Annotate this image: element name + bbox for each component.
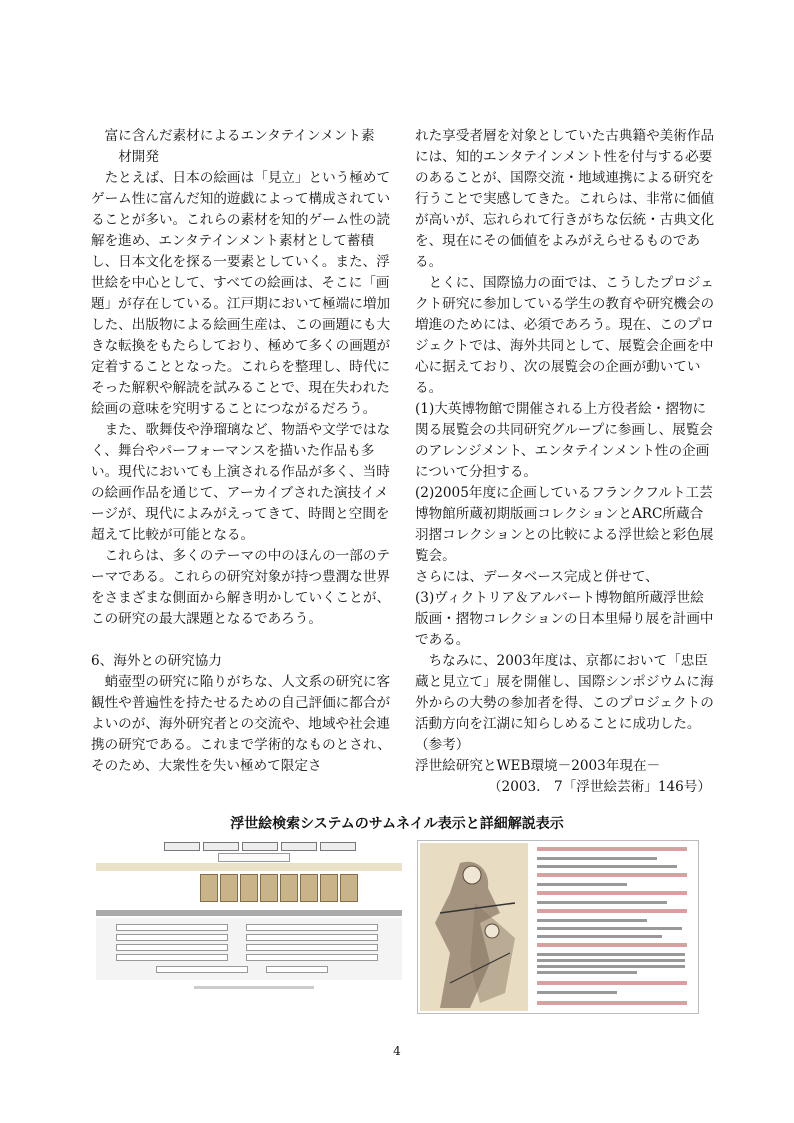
figure-caption: 浮世絵検索システムのサムネイル表示と詳細解説表示	[230, 816, 564, 832]
reference-title: 浮世絵研究とWEB環境－2003年現在－	[415, 758, 661, 774]
list-item: (1)大英博物館で開催される上方役者絵・摺物に関る展覧会の共同研究グループに参画し、展覧会のアレンジメント、エンタテインメント性の企画について分担する。	[415, 401, 713, 480]
section-heading: 6、海外との研究協力	[91, 653, 222, 669]
paragraph: ちなみに、2003年度は、京都において「忠臣蔵と見立て」展を開催し、国際シンポジウムに海外からの大勢の参加者を得、このプロジェクトの活動方向を江湖に知らしめることに成功した。	[415, 653, 714, 732]
paragraph: たとえば、日本の絵画は「見立」という極めてゲーム性に富んだ知的遊戯によって構成されていることが多い。これらの素材を知的ゲーム性の読解を進め、エンタテインメント素材として蓄積し、日本文化を探る一要素としていく。また、浮世絵を中心として、すべての絵画は、そこに「画題」が存在している。江戸期において極端に増加した、出版物による絵画生産は、この画題にも大きな転換をもたらしており、極めて多くの画題が定着することとなった。これらを整理し、時代にそった解釈や解読を試みることで、現在失われた絵画の意味を究明することにつながるだろう。	[91, 170, 391, 417]
paragraph: また、歌舞伎や浄瑠璃など、物語や文学ではなく、舞台やパーフォーマンスを描いた作品も多い。現代においても上演される作品が多く、当時の絵画作品を通じて、アーカイブされた演技イメージが、現代によみがえってきて、時間と空間を超えて比較が可能となる。	[91, 422, 391, 543]
ukiyoe-print-image	[420, 843, 528, 1011]
reference-label: （参考）	[415, 737, 470, 753]
list-item-continuation: 富に含んだ素材によるエンタテインメント素 材開発	[104, 128, 375, 165]
left-column	[91, 126, 391, 777]
list-item: (2)2005年度に企画しているフランクフルト工芸博物館所蔵初期版画コレクションとARC所蔵合羽摺コレクションとの比較による浮世絵と彩色展覧会。	[415, 485, 714, 564]
page-number: 4	[393, 1044, 401, 1058]
reference-source: （2003. 7「浮世絵芸術」146号）	[487, 779, 711, 795]
paragraph: これらは、多くのテーマの中のほんの一部のテーマである。これらの研究対象が持つ豊潤な世界をさまざまな側面から解き明かしていくことが、この研究の最大課題となるであろう。	[91, 548, 391, 627]
right-column	[415, 126, 715, 798]
paragraph: とくに、国際協力の面では、こうしたプロジェクト研究に参加している学生の教育や研究機会の増進のためには、必須であろう。現在、このプロジェクトでは、海外共同として、展覧会企画を中心に据えており、次の展覧会の企画が動いている。	[415, 275, 715, 396]
paragraph: さらには、データベース完成と併せて、	[415, 569, 659, 585]
detail-view-screenshot	[417, 840, 699, 1014]
list-item: (3)ヴィクトリア＆アルバート博物館所蔵浮世絵版画・摺物コレクションの日本里帰り展を計画中である。	[415, 590, 714, 648]
thumbnail-view-screenshot	[94, 838, 406, 996]
paragraph: れた享受者層を対象としていた古典籍や美術作品には、知的エンタテインメント性を付与する必要のあることが、国際交流・地域連携による研究を行うことで実感してきた。これらは、非常に価値が高いが、忘れられて行きがちな伝統・古典文化を、現在にその価値をよみがえらせるものである。	[415, 128, 715, 270]
paragraph: 蛸壺型の研究に陥りがちな、人文系の研究に客観性や普遍性を持たせるための自己評価に都合がよいのが、海外研究者との交流や、地域や社会連携の研究である。これまで学術的なものとされ、そのため、大衆性を失い極めて限定さ	[91, 674, 391, 774]
